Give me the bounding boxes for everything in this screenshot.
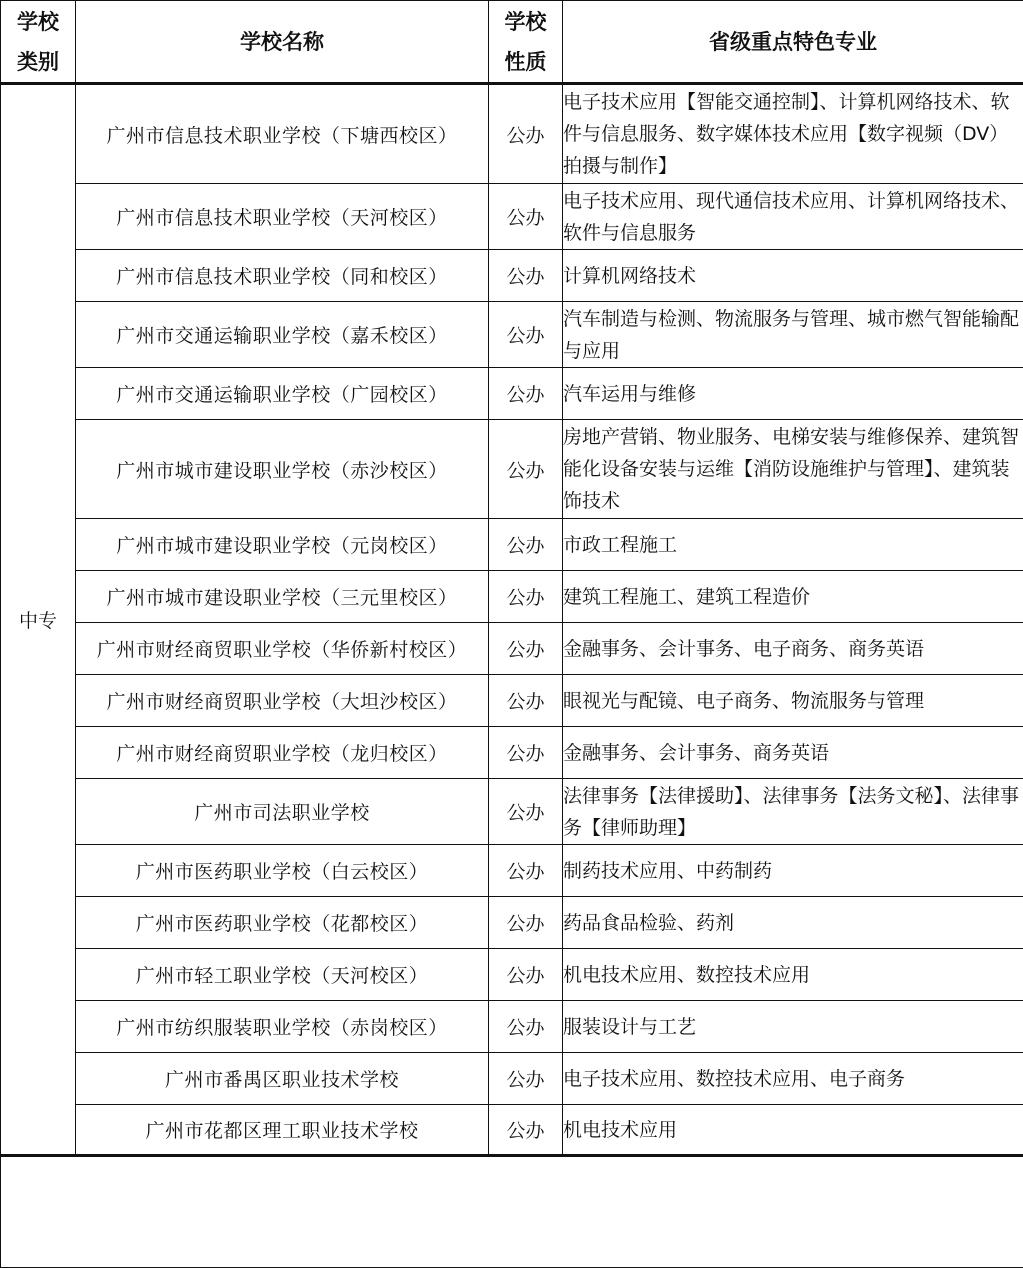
majors-cell: 眼视光与配镜、电子商务、物流服务与管理	[563, 675, 1023, 727]
school-name-cell: 广州市财经商贸职业学校（大坦沙校区）	[76, 675, 489, 727]
empty-footer-cell	[1, 1156, 1023, 1268]
table-row	[1, 897, 1023, 949]
school-nature-cell: 公办	[489, 420, 563, 519]
school-name-cell: 广州市轻工职业学校（天河校区）	[76, 949, 489, 1001]
school-nature-cell: 公办	[489, 623, 563, 675]
school-name-cell: 广州市财经商贸职业学校（龙归校区）	[76, 727, 489, 779]
majors-cell: 汽车制造与检测、物流服务与管理、城市燃气智能输配与应用	[563, 302, 1023, 368]
header-majors: 省级重点特色专业	[563, 1, 1023, 84]
school-name-cell: 广州市医药职业学校（花都校区）	[76, 897, 489, 949]
header-row	[1, 1, 1023, 84]
majors-cell: 金融事务、会计事务、电子商务、商务英语	[563, 623, 1023, 675]
school-name-cell: 广州市番禺区职业技术学校	[76, 1053, 489, 1105]
school-nature-cell: 公办	[489, 897, 563, 949]
school-nature-cell: 公办	[489, 1001, 563, 1053]
table-row	[1, 420, 1023, 519]
header-nature: 学校 性质	[489, 1, 563, 84]
school-nature-cell: 公办	[489, 1053, 563, 1105]
majors-cell: 制药技术应用、中药制药	[563, 845, 1023, 897]
table-row	[1, 571, 1023, 623]
table-row	[1, 949, 1023, 1001]
school-name-cell: 广州市司法职业学校	[76, 779, 489, 845]
table-row	[1, 779, 1023, 845]
table-row	[1, 845, 1023, 897]
table-row	[1, 84, 1023, 184]
table-body	[1, 84, 1023, 1156]
school-nature-cell: 公办	[489, 779, 563, 845]
majors-cell: 计算机网络技术	[563, 250, 1023, 302]
majors-cell: 市政工程施工	[563, 519, 1023, 571]
school-name-cell: 广州市交通运输职业学校（嘉禾校区）	[76, 302, 489, 368]
school-name-cell: 广州市医药职业学校（白云校区）	[76, 845, 489, 897]
school-nature-cell: 公办	[489, 84, 563, 184]
school-nature-cell: 公办	[489, 250, 563, 302]
table-row	[1, 1001, 1023, 1053]
school-nature-cell: 公办	[489, 368, 563, 420]
majors-cell: 房地产营销、物业服务、电梯安装与维修保养、建筑智能化设备安装与运维【消防设施维护与管理】、建筑装饰技术	[563, 420, 1023, 519]
majors-cell: 建筑工程施工、建筑工程造价	[563, 571, 1023, 623]
school-nature-cell: 公办	[489, 949, 563, 1001]
school-nature-cell: 公办	[489, 571, 563, 623]
school-name-cell: 广州市纺织服装职业学校（赤岗校区）	[76, 1001, 489, 1053]
table-row	[1, 1105, 1023, 1156]
table-row	[1, 250, 1023, 302]
school-nature-cell: 公办	[489, 1105, 563, 1156]
school-nature-cell: 公办	[489, 184, 563, 250]
school-name-cell: 广州市花都区理工职业技术学校	[76, 1105, 489, 1156]
table-row	[1, 1053, 1023, 1105]
table-row	[1, 184, 1023, 250]
school-name-cell: 广州市城市建设职业学校（三元里校区）	[76, 571, 489, 623]
table-row	[1, 623, 1023, 675]
majors-cell: 机电技术应用	[563, 1105, 1023, 1156]
majors-cell: 电子技术应用【智能交通控制】、计算机网络技术、软件与信息服务、数字媒体技术应用【数字视频（DV）拍摄与制作】	[563, 84, 1023, 184]
majors-cell: 法律事务【法律援助】、法律事务【法务文秘】、法律事务【律师助理】	[563, 779, 1023, 845]
school-nature-cell: 公办	[489, 675, 563, 727]
category-cell: 中专	[1, 84, 76, 1156]
majors-cell: 机电技术应用、数控技术应用	[563, 949, 1023, 1001]
empty-footer-row	[1, 1156, 1023, 1268]
header-category: 学校 类别	[1, 1, 76, 84]
school-nature-cell: 公办	[489, 845, 563, 897]
school-name-cell: 广州市信息技术职业学校（同和校区）	[76, 250, 489, 302]
majors-cell: 电子技术应用、数控技术应用、电子商务	[563, 1053, 1023, 1105]
table-row	[1, 727, 1023, 779]
school-name-cell: 广州市财经商贸职业学校（华侨新村校区）	[76, 623, 489, 675]
school-name-cell: 广州市交通运输职业学校（广园校区）	[76, 368, 489, 420]
table-row	[1, 368, 1023, 420]
table-row	[1, 302, 1023, 368]
majors-cell: 金融事务、会计事务、商务英语	[563, 727, 1023, 779]
school-name-cell: 广州市信息技术职业学校（下塘西校区）	[76, 84, 489, 184]
school-name-cell: 广州市城市建设职业学校（赤沙校区）	[76, 420, 489, 519]
header-name: 学校名称	[76, 1, 489, 84]
majors-cell: 汽车运用与维修	[563, 368, 1023, 420]
majors-cell: 服装设计与工艺	[563, 1001, 1023, 1053]
school-nature-cell: 公办	[489, 519, 563, 571]
school-name-cell: 广州市城市建设职业学校（元岗校区）	[76, 519, 489, 571]
table-row	[1, 675, 1023, 727]
majors-cell: 药品食品检验、药剂	[563, 897, 1023, 949]
school-name-cell: 广州市信息技术职业学校（天河校区）	[76, 184, 489, 250]
table-row	[1, 519, 1023, 571]
school-nature-cell: 公办	[489, 727, 563, 779]
school-nature-cell: 公办	[489, 302, 563, 368]
majors-cell: 电子技术应用、现代通信技术应用、计算机网络技术、软件与信息服务	[563, 184, 1023, 250]
